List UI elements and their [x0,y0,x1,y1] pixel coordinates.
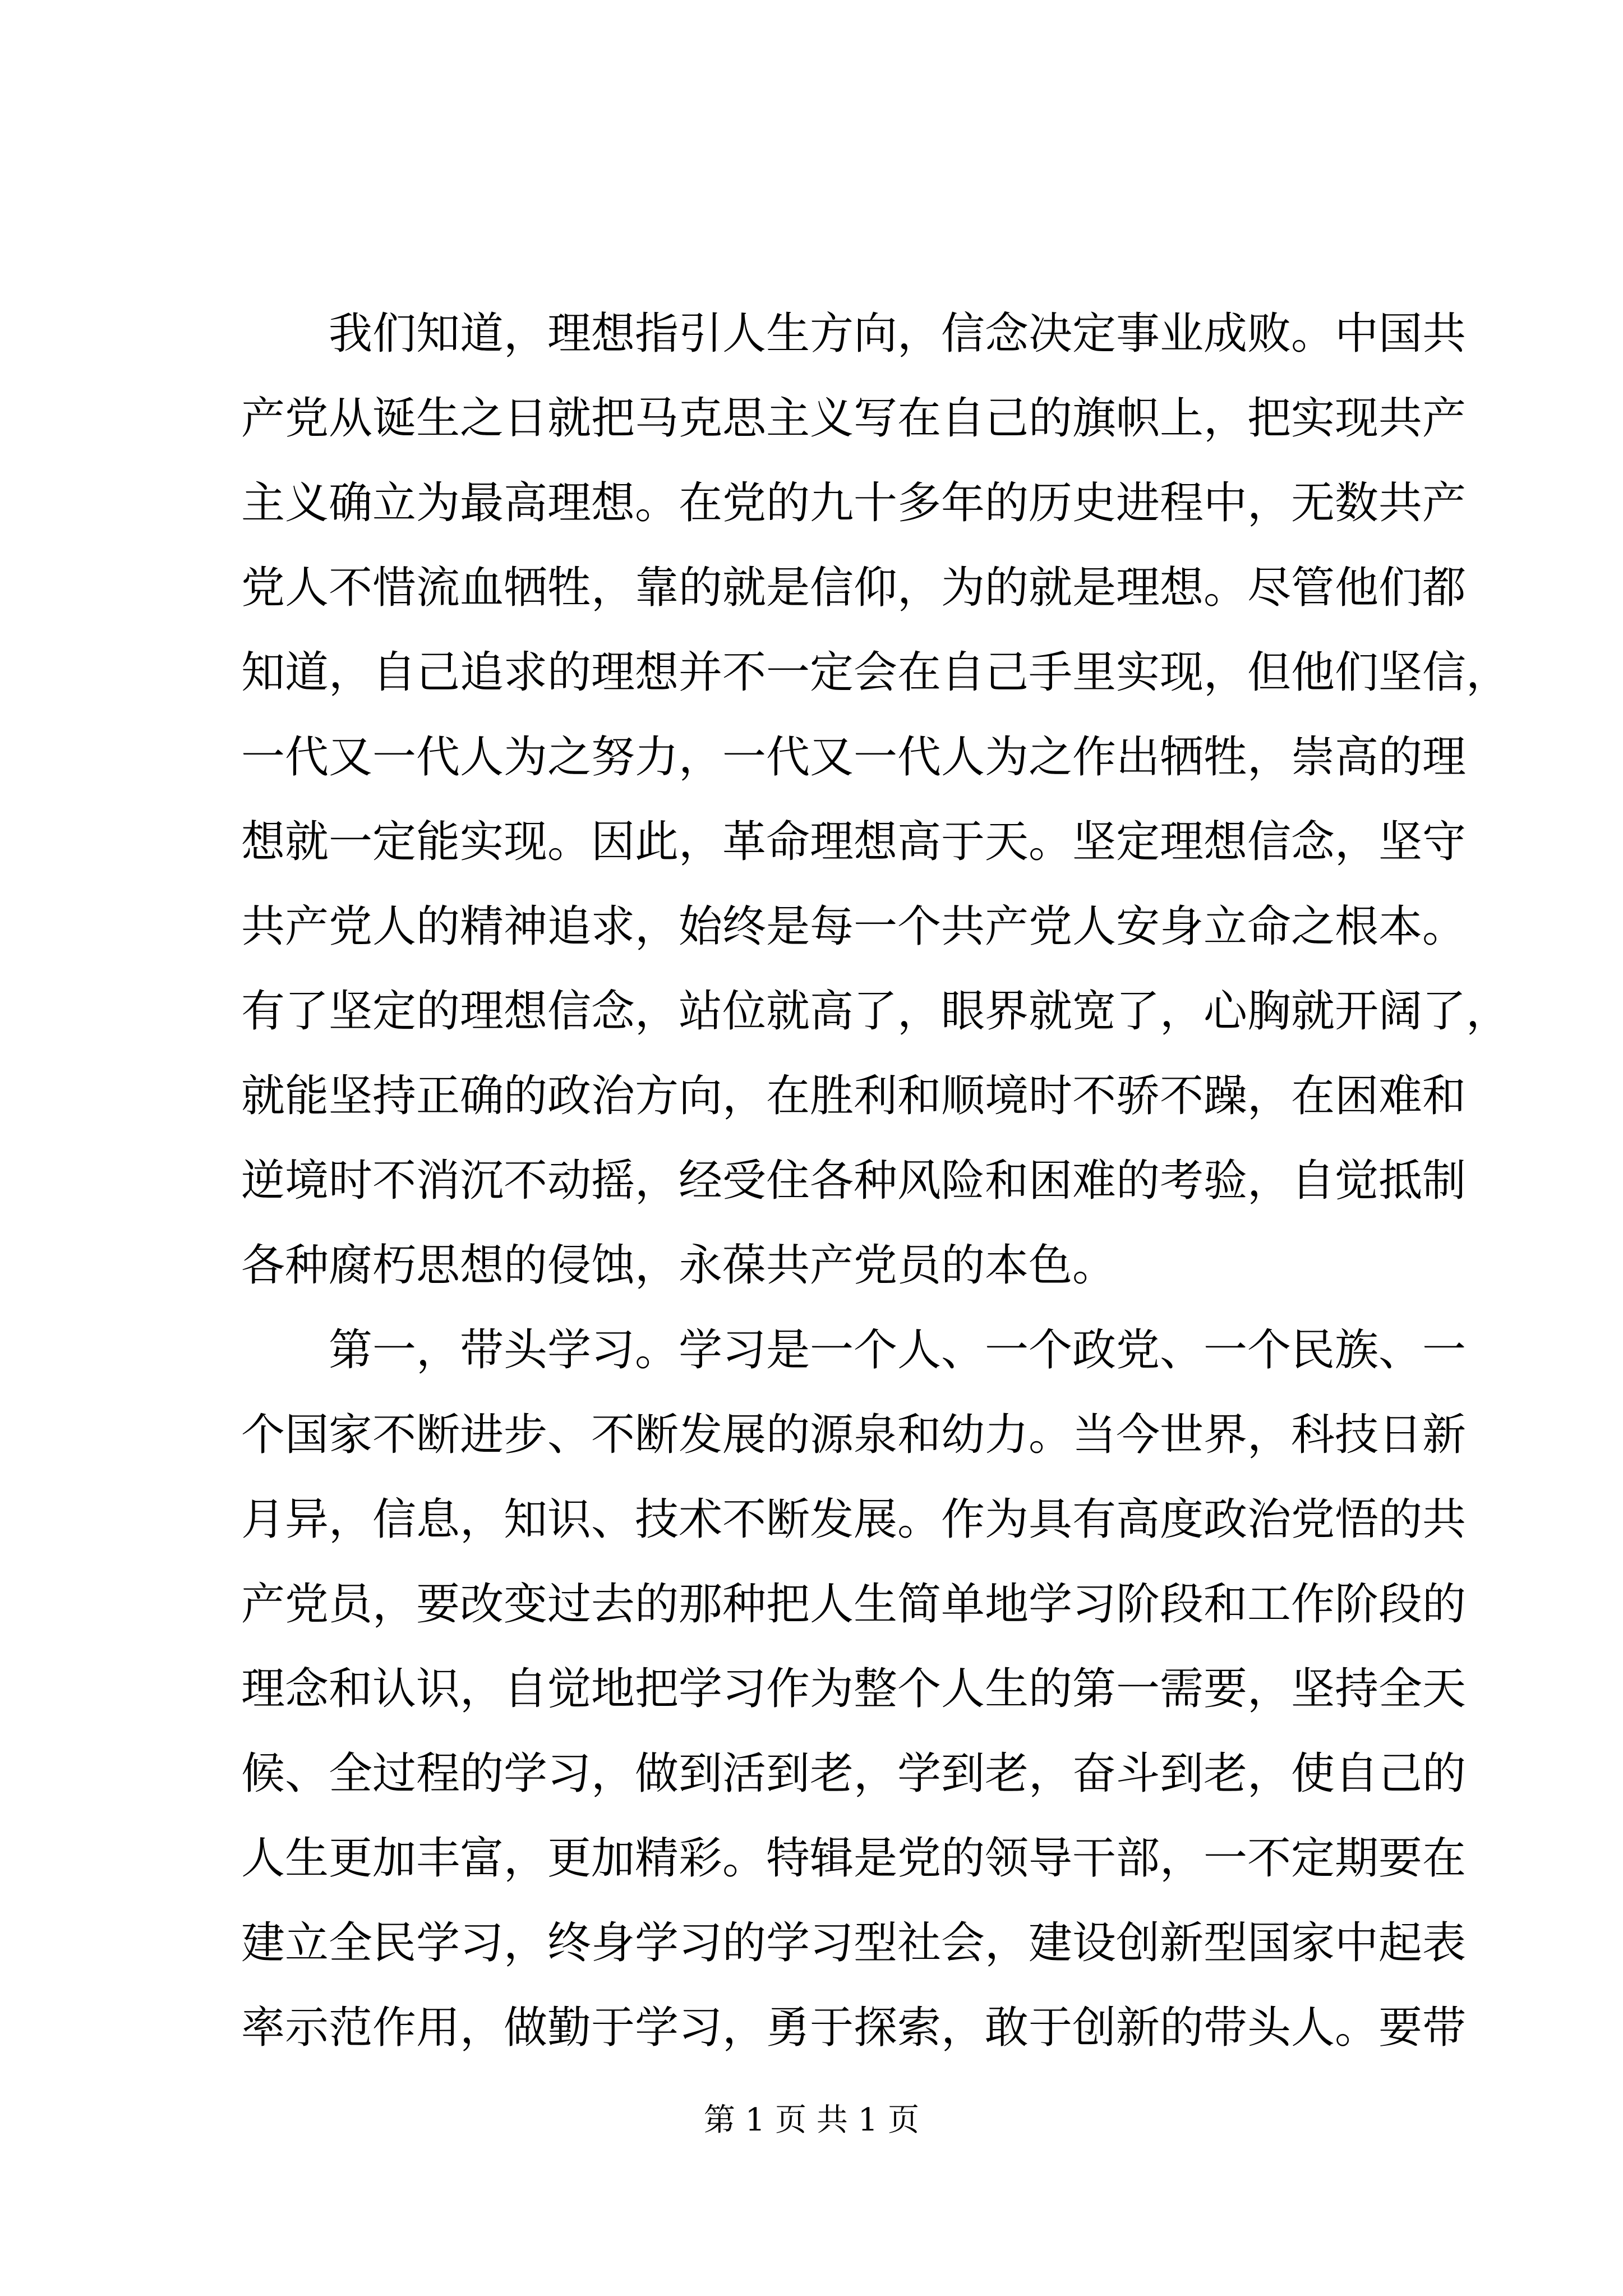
body-text [241,292,1510,2070]
text-line: 逆境时不消沉不动摇，经受住各种风险和困难的考验，自觉抵制 [241,1156,1467,1206]
text-line: 人生更加丰富，更加精彩。特辑是党的领导干部，一不定期要在 [241,1833,1467,1884]
text-line: 产党从诞生之日就把马克思主义写在自己的旗帜上，把实现共产 [241,393,1467,444]
text-line: 理念和认识，自觉地把学习作为整个人生的第一需要，坚持全天 [241,1664,1467,1714]
text-line: 共产党人的精神追求，始终是每一个共产党人安身立命之根本。 [241,901,1467,952]
text-line: 一代又一代人为之努力，一代又一代人为之作出牺牲，崇高的理 [241,732,1467,783]
paragraph-ideals [241,292,1510,1308]
text-line: 率示范作用，做勤于学习，勇于探索，敢于创新的带头人。要带 [241,2003,1467,2053]
text-line: 我们知道，理想指引人生方向，信念决定事业成败。中国共 [329,309,1467,359]
text-line: 想就一定能实现。因此，革命理想高于天。坚定理想信念，坚守 [241,817,1467,867]
text-line: 建立全民学习，终身学习的学习型社会，建设创新型国家中起表 [241,1918,1467,1968]
text-line: 就能坚持正确的政治方向，在胜利和顺境时不骄不躁，在困难和 [241,1071,1467,1121]
text-line: 党人不惜流血牺牲，靠的就是信仰，为的就是理想。尽管他们都 [241,563,1467,613]
text-line: 知道，自己追求的理想并不一定会在自己手里实现，但他们坚信， [241,647,1510,698]
page-footer [0,2098,1623,2143]
text-line: 有了坚定的理想信念，站位就高了，眼界就宽了，心胸就开阔了， [241,986,1510,1037]
text-line: 第一，带头学习。学习是一个人、一个政党、一个民族、一 [329,1325,1467,1375]
text-line: 主义确立为最高理想。在党的九十多年的历史进程中，无数共产 [241,478,1467,528]
paragraph-first-learning [241,1308,1467,2070]
text-line: 月异，信息，知识、技术不断发展。作为具有高度政治党悟的共 [241,1494,1467,1545]
text-line: 候、全过程的学习，做到活到老，学到老，奋斗到老，使自己的 [241,1749,1467,1799]
text-line: 各种腐朽思想的侵蚀，永葆共产党员的本色。 [241,1240,1117,1291]
text-line: 产党员，要改变过去的那种把人生简单地学习阶段和工作阶段的 [241,1579,1467,1630]
page-number-label: 第 1 页 共 1 页 [703,2102,920,2138]
text-line: 个国家不断进步、不断发展的源泉和幼力。当今世界，科技日新 [241,1410,1467,1460]
